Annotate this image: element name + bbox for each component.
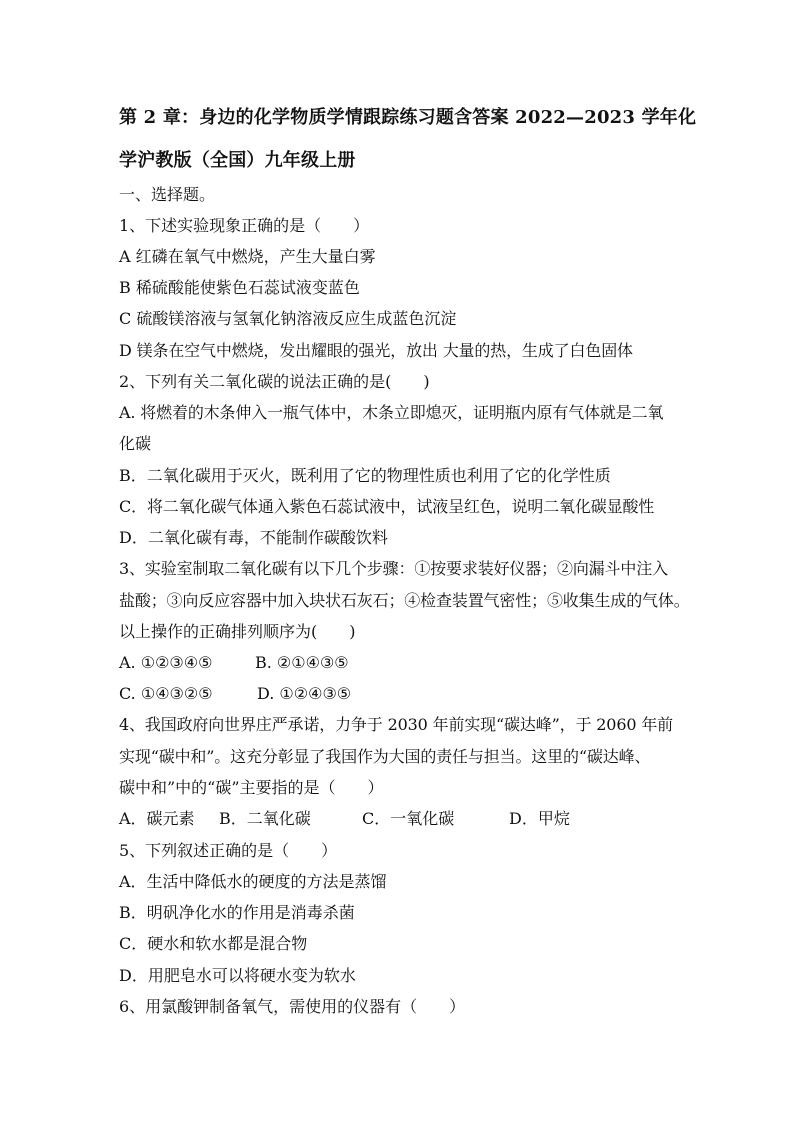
question-3-stem-line-3: 以上操作的正确排列顺序为( )	[119, 622, 356, 641]
question-3-stem-line-2: 盐酸；③向反应容器中加入块状石灰石；④检查装置气密性；⑤收集生成的气体。	[119, 591, 690, 610]
question-4-stem-line-2: 实现“碳中和”。这充分彰显了我国作为大国的责任与担当。这里的“碳达峰、	[119, 747, 651, 766]
question-4-options-row	[119, 808, 699, 830]
question-3-option-b: B. ②①④③⑤	[255, 653, 349, 672]
question-5-option-b: B．明矾净化水的作用是消毒杀菌	[119, 903, 355, 922]
question-3-option-d: D. ①②④③⑤	[257, 684, 352, 703]
question-1-option-b: B 稀硫酸能使紫色石蕊试液变蓝色	[119, 278, 360, 297]
question-2-option-c: C．将二氧化碳气体通入紫色石蕊试液中，试液呈红色，说明二氧化碳显酸性	[119, 497, 655, 516]
question-2-option-b: B．二氧化碳用于灭火，既利用了它的物理性质也利用了它的化学性质	[119, 466, 611, 485]
question-1-option-d: D 镁条在空气中燃烧，发出耀眼的强光，放出 大量的热，生成了白色固体	[119, 341, 633, 360]
question-4-option-d: D．甲烷	[509, 809, 570, 828]
question-5-option-a: A．生活中降低水的硬度的方法是蒸馏	[119, 872, 387, 891]
document-title-line-2: 学沪教版（全国）九年级上册	[119, 150, 356, 171]
document-title-line-1: 第 2 章：身边的化学物质学情跟踪练习题含答案 2022—2023 学年化	[119, 107, 697, 128]
question-5-option-d: D．用肥皂水可以将硬水变为软水	[119, 966, 356, 985]
question-1-option-a: A 红磷在氧气中燃烧，产生大量白雾	[119, 247, 376, 266]
question-2-option-a-cont: 化碳	[119, 434, 152, 453]
question-1-option-c: C 硫酸镁溶液与氢氧化钠溶液反应生成蓝色沉淀	[119, 309, 457, 328]
question-5-option-c: C．硬水和软水都是混合物	[119, 934, 308, 953]
question-3-options-row-2	[119, 683, 699, 705]
question-6-stem: 6、用氯酸钾制备氧气，需使用的仪器有（ ）	[119, 997, 466, 1016]
question-2-option-a: A. 将燃着的木条伸入一瓶气体中，木条立即熄灭，证明瓶内原有气体就是二氧	[119, 403, 664, 422]
question-4-option-b: B．二氧化碳	[219, 809, 311, 828]
section-heading: 一、选择题。	[119, 185, 216, 204]
question-4-option-c: C．一氧化碳	[362, 809, 455, 828]
question-1-stem: 1、下述实验现象正确的是（ ）	[119, 216, 370, 235]
question-4-stem-line-1: 4、我国政府向世界庄严承诺，力争于 2030 年前实现“碳达峰”，于 2060 年前	[119, 715, 674, 734]
question-3-option-c: C. ①④③②⑤	[119, 684, 213, 703]
question-2-option-d: D．二氧化碳有毒，不能制作碳酸饮料	[119, 528, 388, 547]
question-4-stem-line-3: 碳中和”中的“碳”主要指的是（ ）	[119, 778, 384, 797]
question-5-stem: 5、下列叙述正确的是（ ）	[119, 841, 338, 860]
question-4-option-a: A．碳元素	[119, 809, 195, 828]
question-2-stem: 2、下列有关二氧化碳的说法正确的是( )	[119, 372, 430, 391]
question-3-stem-line-1: 3、实验室制取二氧化碳有以下几个步骤：①按要求装好仪器；②向漏斗中注入	[119, 559, 668, 578]
question-3-option-a: A. ①②③④⑤	[119, 653, 213, 672]
question-3-options-row-1	[119, 652, 699, 674]
